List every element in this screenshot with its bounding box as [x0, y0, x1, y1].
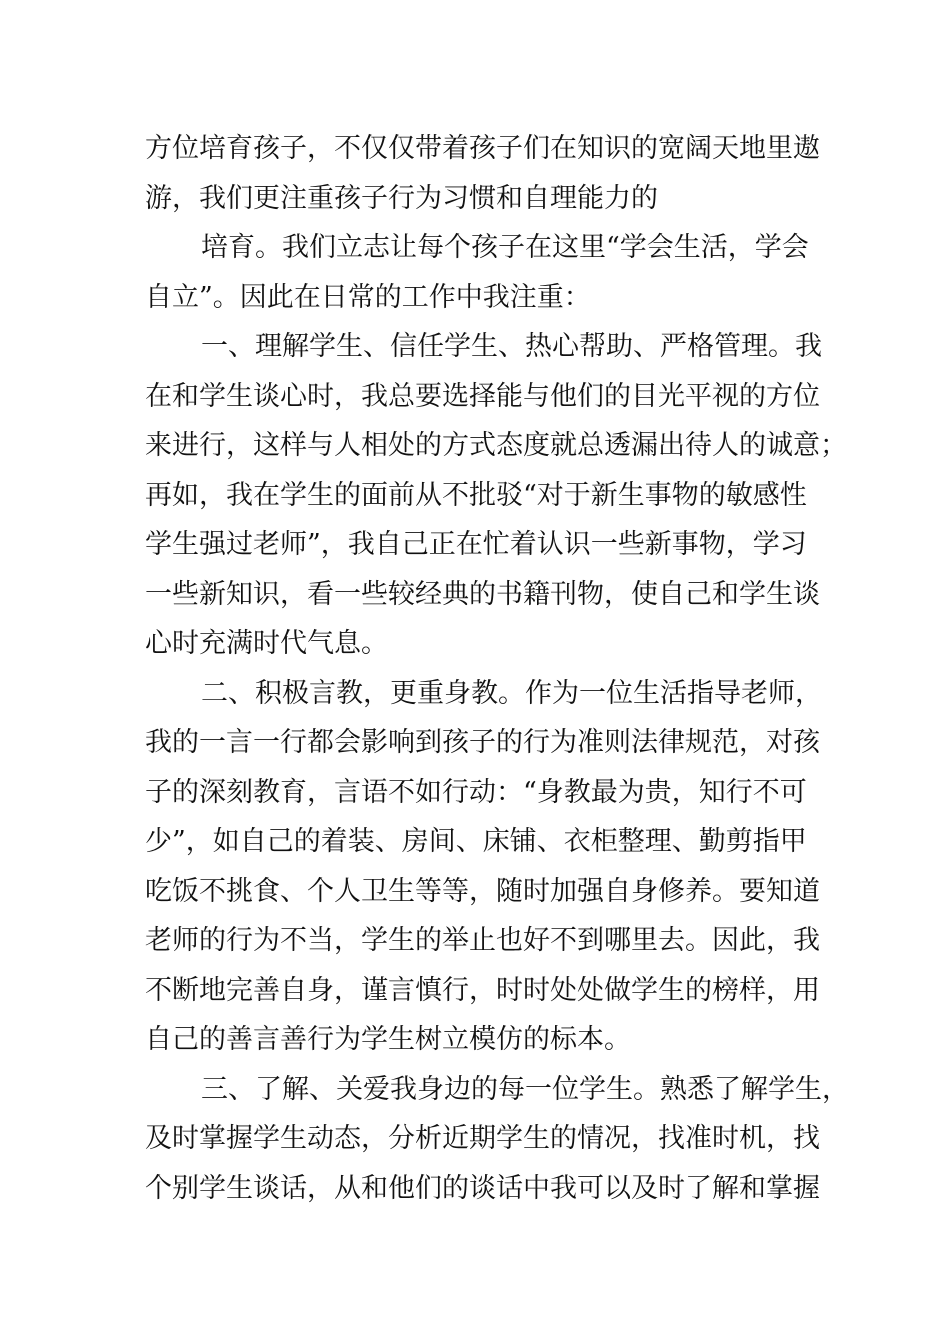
body-text [145, 124, 849, 1213]
text-line: 一些新知识，看一些较经典的书籍刊物，使自己和学生谈 [145, 578, 820, 610]
text-line: 吃饭不挑食、个人卫生等等，随时加强自身修养。要知道 [145, 875, 820, 907]
text-line: 老师的行为不当，学生的举止也好不到哪里去。因此，我 [145, 925, 820, 956]
text-line: 不断地完善自身，谨言慎行，时时处处做学生的榜样，用 [145, 974, 820, 1006]
text-line: 方位培育孩子，不仅仅带着孩子们在知识的宽阔天地里遨 [145, 133, 820, 164]
text-line: 游，我们更注重孩子行为习惯和自理能力的 [145, 182, 658, 214]
text-line: 我的一言一行都会影响到孩子的行为准则法律规范，对孩 [145, 727, 820, 758]
text-line: 自立”。因此在日常的工作中我注重： [145, 281, 591, 313]
text-line: 一、理解学生、信任学生、热心帮助、严格管理。我 [201, 331, 822, 362]
text-line: 个别学生谈话，从和他们的谈话中我可以及时了解和掌握 [145, 1172, 820, 1204]
text-line: 子的深刻教育，言语不如行动：“身教最为贵，知行不可 [145, 776, 807, 808]
text-line: 自己的善言善行为学生树立模仿的标本。 [145, 1024, 631, 1055]
text-line: 培育。我们立志让每个孩子在这里“学会生活，学会 [201, 232, 809, 263]
text-line: 二、积极言教，更重身教。作为一位生活指导老师， [201, 677, 822, 709]
text-line: 及时掌握学生动态，分析近期学生的情况，找准时机，找 [145, 1123, 820, 1154]
text-line: 少”，如自己的着装、房间、床铺、衣柜整理、勤剪指甲 [145, 826, 807, 857]
text-line: 三、了解、关爱我身边的每一位学生。熟悉了解学生， [201, 1073, 849, 1105]
text-line: 来进行，这样与人相处的方式态度就总透漏出待人的诚意； [145, 430, 847, 461]
text-line: 心时充满时代气息。 [145, 628, 388, 659]
text-line: 学生强过老师”，我自己正在忙着认识一些新事物，学习 [145, 529, 807, 560]
text-line: 在和学生谈心时，我总要选择能与他们的目光平视的方位 [145, 380, 820, 412]
text-line: 再如，我在学生的面前从不批驳“对于新生事物的敏感性 [145, 479, 807, 511]
